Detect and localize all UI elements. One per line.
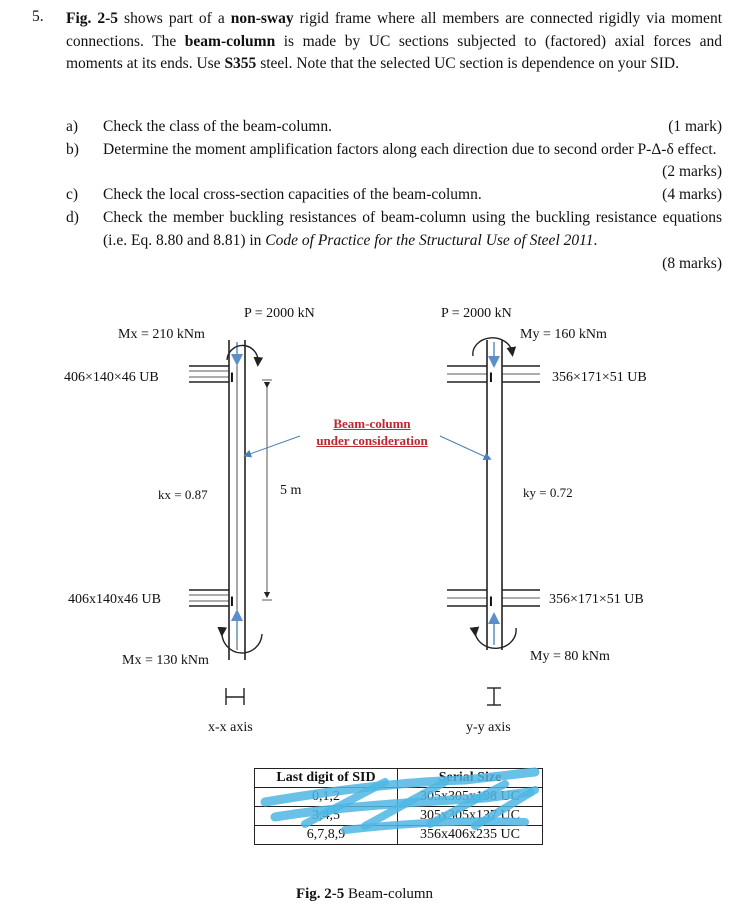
sid-digits-cell: 6,7,8,9 bbox=[255, 826, 398, 845]
svg-text:I: I bbox=[230, 593, 234, 609]
part-label: b) bbox=[66, 141, 79, 158]
part-mark: (2 marks) bbox=[662, 163, 722, 180]
right-axial-load: P = 2000 kN bbox=[441, 306, 512, 321]
callout-line-1: Beam-column bbox=[333, 416, 411, 431]
part-text: Check the member buckling resistances of beam-column using the buckling resistance equations (i.e. Eq. 8.80 and 8.81) in Code of Practice for the Structural Use of Steel 2011. bbox=[103, 209, 722, 249]
intro-non-sway: non-sway bbox=[230, 10, 294, 27]
part-text: Check the class of the beam-column. bbox=[103, 118, 332, 135]
part-mark: (1 mark) bbox=[668, 118, 722, 135]
right-top-moment: My = 160 kNm bbox=[520, 327, 607, 342]
beam-column-callout bbox=[302, 415, 442, 449]
figure-caption bbox=[0, 886, 729, 903]
part-mark: (8 marks) bbox=[662, 255, 722, 272]
part-text: Determine the moment amplification factors along each direction due to second order P-Δ-δ effect. bbox=[103, 141, 717, 158]
left-bottom-beam-label: 406x140x46 UB bbox=[68, 592, 161, 607]
section-size-cell: 305x305x198 UC bbox=[398, 788, 543, 807]
header-serial-size: Serial Size bbox=[398, 769, 543, 788]
left-bottom-moment: Mx = 130 kNm bbox=[122, 653, 209, 668]
svg-text:I: I bbox=[489, 369, 493, 385]
intro-text-2: rigid frame where all members are connected rigidly via moment connections. The bbox=[66, 10, 722, 50]
part-text: Check the local cross-section capacities of the beam-column. bbox=[103, 186, 482, 203]
y-axis-icon bbox=[487, 688, 501, 705]
right-bottom-moment: My = 80 kNm bbox=[530, 649, 610, 664]
caption-label: Fig. 2-5 bbox=[295, 886, 345, 902]
sid-digits-cell: 0,1,2 bbox=[255, 788, 398, 807]
intro-beam-column: beam-column bbox=[184, 32, 276, 50]
svg-text:I: I bbox=[489, 593, 493, 609]
y-y-axis-label: y-y axis bbox=[466, 720, 511, 735]
section-size-cell: 305x305x137 UC bbox=[398, 807, 543, 826]
x-x-axis-label: x-x axis bbox=[208, 720, 253, 735]
intro-steel-grade: S355 bbox=[224, 55, 257, 72]
header-last-digit: Last digit of SID bbox=[255, 769, 398, 788]
intro-text-1: shows part of a bbox=[118, 10, 231, 27]
left-top-beam-label: 406×140×46 UB bbox=[64, 370, 159, 385]
redaction-scribble bbox=[245, 762, 555, 842]
left-top-moment: Mx = 210 kNm bbox=[118, 327, 205, 342]
left-effective-length-factor: kx = 0.87 bbox=[158, 487, 208, 502]
caption-text: Beam-column bbox=[344, 886, 434, 902]
x-axis-icon bbox=[226, 688, 244, 705]
callout-line-2: under consideration bbox=[316, 433, 428, 448]
intro-fig-ref: Fig. 2-5 bbox=[66, 10, 119, 27]
intro-text-4: steel. Note that the selected UC section is dependence on your SID. bbox=[256, 55, 679, 72]
section-size-cell: 356x406x235 UC bbox=[398, 826, 543, 845]
part-label: c) bbox=[66, 186, 79, 203]
callout-pointer-left bbox=[247, 436, 300, 455]
part-label: a) bbox=[66, 118, 79, 135]
part-mark: (4 marks) bbox=[662, 186, 722, 203]
sid-digits-cell: 3,4,5 bbox=[255, 807, 398, 826]
column-length: 5 m bbox=[280, 483, 302, 498]
part-label: d) bbox=[66, 209, 79, 226]
right-bottom-beam-label: 356×171×51 UB bbox=[549, 592, 644, 607]
right-top-beam-label: 356×171×51 UB bbox=[552, 370, 647, 385]
right-effective-length-factor: ky = 0.72 bbox=[523, 485, 573, 500]
left-axial-load: P = 2000 kN bbox=[244, 306, 315, 321]
question-number: 5. bbox=[32, 8, 44, 25]
callout-pointer-right bbox=[440, 436, 488, 458]
intro-text-3: is made by UC sections subjected to (factored) axial forces and moments at its ends. Use bbox=[66, 32, 722, 72]
svg-text:I: I bbox=[230, 369, 234, 385]
